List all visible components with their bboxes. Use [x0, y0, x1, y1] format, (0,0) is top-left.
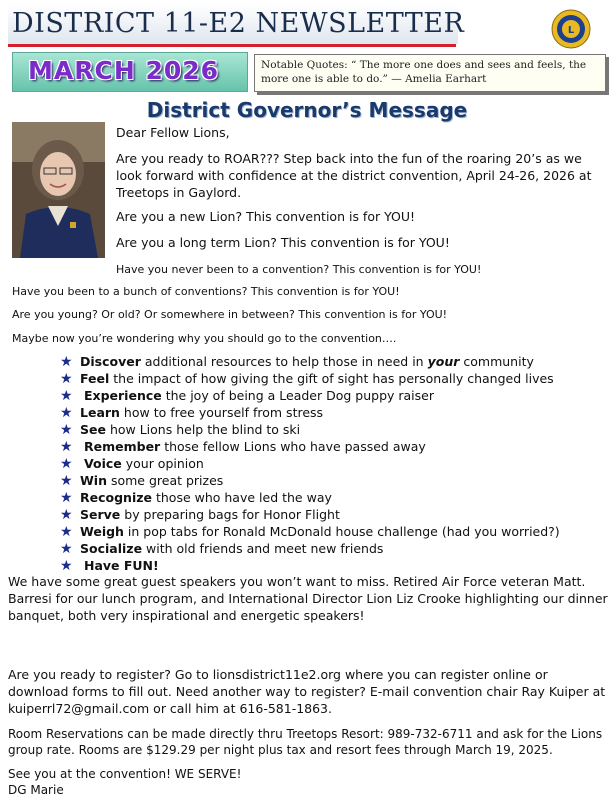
list-item-text: those who have led the way [152, 490, 332, 505]
star-icon: ★ [60, 422, 73, 438]
masthead-rule [8, 44, 456, 47]
star-icon: ★ [60, 388, 73, 404]
masthead [8, 4, 465, 44]
paragraph-speakers: We have some great guest speakers you won’t want to miss. Retired Air Force veteran Matt. Barresi for our lunch program, and International Director Lion Liz Crooke highlighting our dinner banquet, both very inspirational and energetic speakers! [8, 574, 608, 623]
star-icon: ★ [60, 524, 73, 540]
newsletter-title: DISTRICT 11-E2 NEWSLETTER [12, 8, 465, 39]
list-item-keyword: Voice [83, 456, 122, 471]
svg-text:L: L [567, 25, 575, 36]
list-item-keyword: Feel [80, 371, 110, 386]
list-item-text: how to free yourself from stress [119, 405, 324, 420]
list-item-text: community [459, 354, 534, 369]
list-item [60, 523, 600, 540]
list-item-keyword: See [80, 422, 106, 437]
paragraph-rooms: Room Reservations can be made directly thru Treetops Resort: 989-732-6711 and ask for the Lions group rate. Rooms are $129.29 per night plus tax and resort fees through March 19, 2025. [8, 727, 603, 757]
notable-quote: Notable Quotes: “ The more one does and sees and feels, the more one is able to do.” — Amelia Earhart [261, 59, 587, 85]
list-item-keyword: Learn [80, 405, 120, 420]
signoff: See you at the convention! WE SERVE! [8, 767, 242, 781]
list-item [60, 353, 600, 370]
list-item [60, 421, 600, 438]
star-icon: ★ [60, 558, 73, 574]
lions-club-emblem-icon [551, 9, 591, 49]
star-icon: ★ [60, 405, 73, 421]
list-item-keyword: Remember [83, 439, 161, 454]
list-item [60, 404, 600, 421]
list-item-keyword: Recognize [80, 490, 152, 505]
list-item-text: how Lions help the blind to ski [105, 422, 301, 437]
list-item-text: with old friends and meet new friends [142, 541, 384, 556]
list-item-keyword: Experience [83, 388, 162, 403]
list-item-text: additional resources to help those in need in [140, 354, 428, 369]
quote-box [254, 54, 606, 92]
star-icon: ★ [60, 456, 73, 472]
list-item-text: the impact of how giving the gift of sight has personally changed lives [109, 371, 554, 386]
paragraph-long-term-lion: Are you a long term Lion? This convention is for YOU! [116, 235, 450, 250]
star-icon: ★ [60, 354, 73, 370]
list-item-keyword: Discover [80, 354, 141, 369]
paragraph-never-been: Have you never been to a convention? This convention is for YOU! [116, 263, 482, 276]
paragraph-wondering: Maybe now you’re wondering why you should go to the convention…. [12, 332, 397, 345]
paragraph-young-or-old: Are you young? Or old? Or somewhere in between? This convention is for YOU! [12, 308, 448, 321]
list-item [60, 557, 600, 574]
star-icon: ★ [60, 490, 73, 506]
paragraph-register: Are you ready to register? Go to lionsdistrict11e2.org where you can register online or download forms to fill out. Need another way to register? E-mail convention chair Ray Kuiper at kuiperrl72@gmail.com or call him at 616-581-1863. [8, 667, 606, 716]
district-governor-photo [12, 122, 105, 258]
star-icon: ★ [60, 371, 73, 387]
reasons-list [60, 353, 600, 574]
list-item-keyword: Win [80, 473, 107, 488]
list-item-keyword: Have FUN! [83, 558, 159, 573]
list-item [60, 438, 600, 455]
list-item-keyword: Serve [80, 507, 121, 522]
list-item-text: the joy of being a Leader Dog puppy raiser [161, 388, 434, 403]
list-item-text: in pop tabs for Ronald McDonald house challenge (had you worried?) [123, 524, 560, 539]
star-icon: ★ [60, 507, 73, 523]
list-item [60, 506, 600, 523]
list-item-text: by preparing bags for Honor Flight [120, 507, 340, 522]
list-item-text: some great prizes [106, 473, 224, 488]
star-icon: ★ [60, 439, 73, 455]
list-item-keyword: Socialize [80, 541, 143, 556]
list-item-keyword: Weigh [80, 524, 124, 539]
list-item [60, 455, 600, 472]
list-item [60, 472, 600, 489]
section-heading: District Governor’s Message [146, 98, 468, 122]
paragraph-bunch-of-conventions: Have you been to a bunch of conventions? This convention is for YOU! [12, 285, 400, 298]
list-item [60, 370, 600, 387]
list-item-text: those fellow Lions who have passed away [160, 439, 426, 454]
list-item-text: your opinion [121, 456, 204, 471]
list-item [60, 540, 600, 557]
signature: DG Marie [8, 783, 64, 797]
salutation: Dear Fellow Lions, [116, 125, 230, 140]
star-icon: ★ [60, 541, 73, 557]
list-item-emphasis: your [427, 354, 460, 369]
issue-month: MARCH 2026 [28, 56, 220, 85]
paragraph-new-lion: Are you a new Lion? This convention is for YOU! [116, 209, 416, 224]
list-item [60, 387, 600, 404]
list-item [60, 489, 600, 506]
paragraph-intro: Are you ready to ROAR??? Step back into the fun of the roaring 20’s as we look forward with confidence at the district convention, April 24-26, 2026 at Treetops in Gaylord. [116, 151, 592, 200]
star-icon: ★ [60, 473, 73, 489]
